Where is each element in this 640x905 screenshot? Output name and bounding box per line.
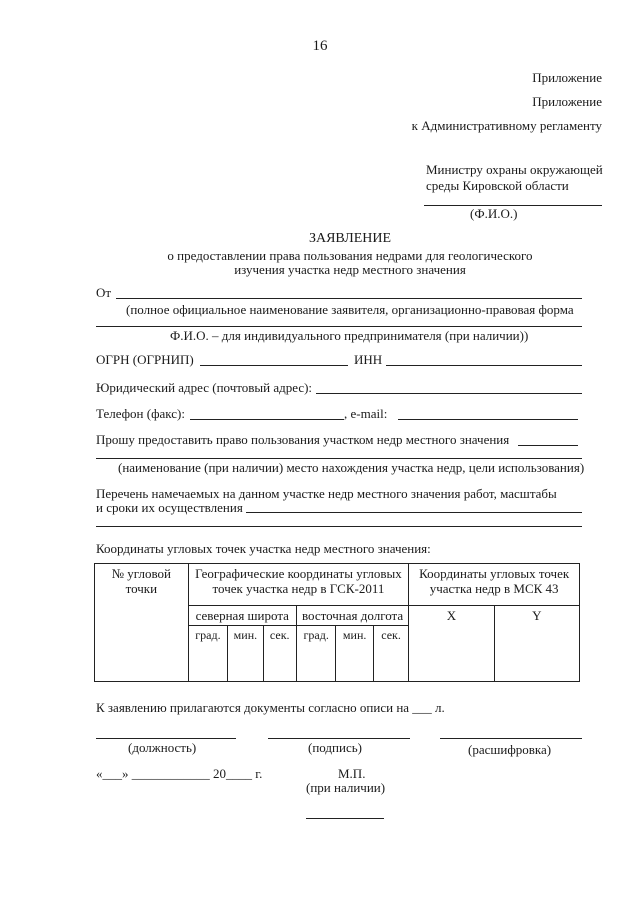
header-line-3: к Административному регламенту bbox=[411, 118, 602, 133]
position-label: (должность) bbox=[128, 740, 197, 755]
works-field[interactable] bbox=[246, 512, 582, 513]
phone-label: Телефон (факс): bbox=[96, 406, 185, 421]
document-subtitle-2: изучения участка недр местного значения bbox=[234, 262, 466, 277]
from-field-2[interactable] bbox=[96, 326, 582, 327]
email-label: , e-mail: bbox=[344, 406, 388, 421]
position-field[interactable] bbox=[96, 738, 236, 739]
from-field[interactable] bbox=[116, 298, 582, 299]
coords-label: Координаты угловых точек участка недр местного значения: bbox=[96, 541, 431, 556]
y-header: Y bbox=[494, 606, 579, 682]
header-line-1: Приложение bbox=[532, 70, 602, 85]
address-field[interactable] bbox=[316, 393, 582, 394]
works-label-2: и сроки их осуществления bbox=[96, 500, 243, 515]
from-hint-2: Ф.И.О. – для индивидуального предпринимателя (при наличии)) bbox=[170, 328, 529, 343]
decode-label: (расшифровка) bbox=[468, 742, 552, 757]
lon-header: восточная долгота bbox=[296, 606, 408, 626]
document-subtitle-1: о предоставлении права пользования недрами для геологического bbox=[167, 248, 533, 263]
ogrn-label: ОГРН (ОГРНИП) bbox=[96, 352, 194, 367]
date-field[interactable]: «___» ____________ 20____ г. bbox=[96, 766, 263, 781]
stamp-label: М.П. bbox=[338, 766, 366, 781]
signature-label: (подпись) bbox=[308, 740, 362, 755]
lat-deg-header: град. bbox=[188, 626, 228, 682]
inn-label: ИНН bbox=[354, 352, 383, 367]
lat-header: северная широта bbox=[188, 606, 296, 626]
col-point-header: № угловой точки bbox=[95, 564, 189, 682]
footer-rule bbox=[306, 818, 384, 819]
lon-deg-header: град. bbox=[296, 626, 336, 682]
email-field[interactable] bbox=[398, 419, 578, 420]
works-field-2[interactable] bbox=[96, 526, 582, 527]
header-line-2: Приложение bbox=[532, 94, 602, 109]
request-field[interactable] bbox=[518, 445, 578, 446]
phone-field[interactable] bbox=[190, 419, 344, 420]
col-geo-header: Географические координаты угловых точек участка недр в ГСК-2011 bbox=[188, 564, 409, 606]
ogrn-field[interactable] bbox=[200, 365, 348, 366]
page-number: 16 bbox=[312, 38, 328, 54]
request-hint: (наименование (при наличии) место нахождения участка недр, цели использования) bbox=[118, 460, 585, 475]
lon-sec-header: сек. bbox=[373, 626, 408, 682]
decode-field[interactable] bbox=[440, 738, 582, 739]
col-msk-header: Координаты угловых точек участка недр в МСК 43 bbox=[409, 564, 580, 606]
x-header: X bbox=[409, 606, 494, 682]
addressee-line-1: Министру охраны окружающей bbox=[426, 162, 603, 177]
request-field-2[interactable] bbox=[96, 458, 582, 459]
document-title: ЗАЯВЛЕНИЕ bbox=[308, 231, 392, 246]
attachments-label: К заявлению прилагаются документы согласно описи на ___ л. bbox=[96, 700, 445, 715]
works-label-1: Перечень намечаемых на данном участке недр местного значения работ, масштабы bbox=[96, 486, 557, 501]
from-hint-1: (полное официальное наименование заявителя, организационно-правовая форма bbox=[126, 302, 574, 317]
request-label: Прошу предоставить право пользования участком недр местного значения bbox=[96, 432, 510, 447]
coordinates-table bbox=[94, 563, 580, 682]
fio-label: (Ф.И.О.) bbox=[470, 206, 518, 221]
lat-sec-header: сек. bbox=[263, 626, 296, 682]
inn-field[interactable] bbox=[386, 365, 582, 366]
lat-min-header: мин. bbox=[228, 626, 263, 682]
from-label: От bbox=[96, 285, 112, 300]
signature-field[interactable] bbox=[268, 738, 410, 739]
stamp-hint: (при наличии) bbox=[306, 780, 386, 795]
address-label: Юридический адрес (почтовый адрес): bbox=[96, 380, 313, 395]
lon-min-header: мин. bbox=[336, 626, 373, 682]
addressee-line-2: среды Кировской области bbox=[426, 178, 569, 193]
